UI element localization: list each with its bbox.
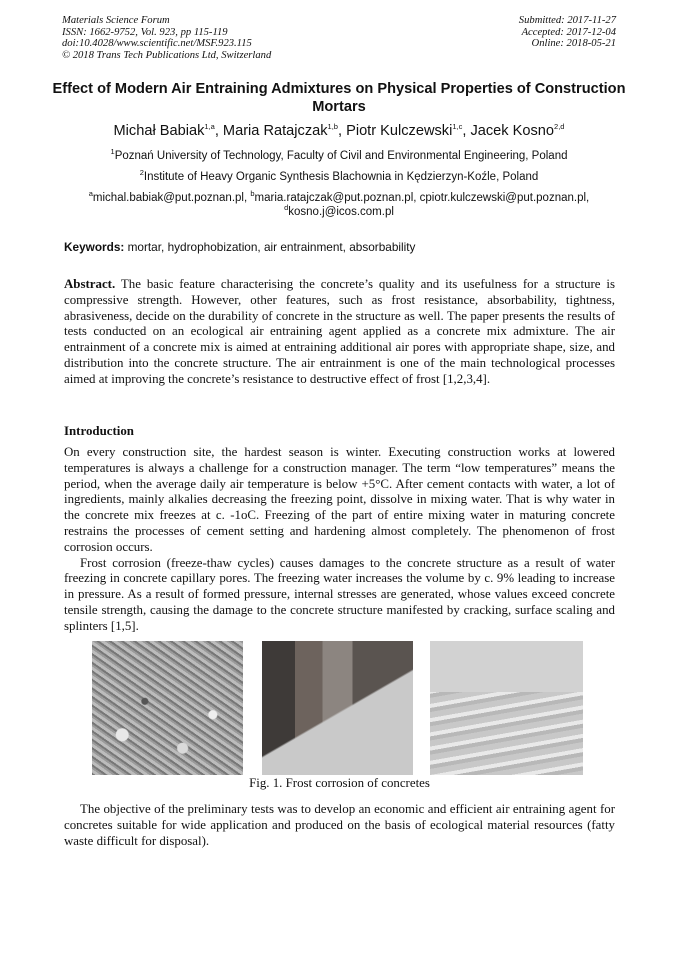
email-link[interactable]: cpiotr.kulczewski@put.poznan.pl, bbox=[419, 192, 590, 204]
keywords-text: mortar, hydrophobization, air entrainment, absorbability bbox=[124, 240, 416, 254]
affiliation-text: Institute of Heavy Organic Synthesis Blachownia in Kędzierzyn-Koźle, Poland bbox=[143, 171, 539, 183]
email-superscript: d bbox=[284, 202, 289, 212]
section-heading: Introduction bbox=[64, 424, 134, 438]
affiliation-1 bbox=[30, 149, 648, 163]
author-superscript: 1,b bbox=[327, 122, 338, 132]
dates-info bbox=[519, 15, 616, 50]
accepted-date: Accepted: 2017-12-04 bbox=[521, 26, 616, 38]
figure-image-scaling bbox=[92, 641, 243, 775]
objective-body bbox=[64, 802, 615, 849]
intro-paragraph-3: The objective of the preliminary tests was to develop an economic and efficient air entraining agent for concretes suitable for wide application and produced on the basis of ecological material resources (fatty waste difficult for disposal). bbox=[64, 802, 615, 848]
email-superscript: a bbox=[88, 189, 93, 199]
author-name: Jacek Kosno bbox=[470, 123, 555, 139]
abstract-label: Abstract. bbox=[64, 277, 116, 291]
figure-caption: Fig. 1. Frost corrosion of concretes bbox=[249, 776, 430, 790]
paper-title: Effect of Modern Air Entraining Admixtures on Physical Properties of Construction Mortars bbox=[52, 81, 626, 115]
affiliation-superscript: 1 bbox=[110, 147, 115, 157]
figure-image-corner bbox=[262, 641, 413, 775]
email-link[interactable]: michal.babiak@put.poznan.pl, bbox=[92, 192, 248, 204]
intro-paragraph-1: On every construction site, the hardest season is winter. Executing construction works at lowered temperatures is always a challenge for a construction manager. The term “low temperatures” means the period, when the average daily air temperature is below +5°C. After cement contacts with water, a lot of ingredients, mainly alkalies decreasing the freezing point, dissolve in mixing water. That is why water in the concrete mix freezes at c. -1oC. Freezing of the part of entire mixing water in maturing concrete restrains the processes of cement setting and hardening almost completely. The phenomenon of frost corrosion occurs. bbox=[64, 445, 615, 554]
affiliation-text: Poznań University of Technology, Faculty of Civil and Environmental Engineering, Poland bbox=[114, 150, 568, 162]
email-list bbox=[50, 189, 628, 219]
submitted-date: Submitted: 2017-11-27 bbox=[518, 15, 616, 26]
author-name: Maria Ratajczak bbox=[222, 123, 328, 139]
affiliation-superscript: 2 bbox=[139, 168, 144, 178]
online-date: Online: 2018-05-21 bbox=[531, 38, 616, 50]
journal-info bbox=[62, 15, 271, 61]
journal-name: Materials Science Forum bbox=[62, 15, 170, 26]
email-superscript: b bbox=[250, 189, 255, 199]
author-superscript: 2,d bbox=[554, 122, 565, 132]
email-link[interactable]: kosno.j@icos.com.pl bbox=[288, 205, 394, 218]
intro-body bbox=[64, 445, 615, 635]
copyright-line: © 2018 Trans Tech Publications Ltd, Switzerland bbox=[62, 49, 272, 61]
affiliation-2 bbox=[30, 170, 648, 184]
abstract-text: The basic feature characterising the concrete’s quality and its usefulness for a structure is compressive strength. However, other features, such as frost resistance, absorbability, tightness, abrasiveness, decide on the durability of concrete in the structure as well. The paper presents the results of tests conducted on an ecological air entraining agent applied as a concrete mix admixture. The air entrainment of a concrete mix is aimed at entraining additional air pores with appropriate shape, size, and distribution into the concrete structure. The air entrainment is one of the main technological processes aimed at improving the concrete’s resistance to destructive effect of frost [1,2,3,4]. bbox=[64, 277, 615, 386]
author-list: Michał Babiak$^{1,a}$, Maria Ratajczak$^{1,b}$, Piotr Kulczewski$^{1,c}$, Jacek Kosno$^{2,d}$ bbox=[113, 122, 565, 139]
abstract bbox=[64, 277, 615, 388]
author-name: Piotr Kulczewski bbox=[346, 123, 453, 139]
keywords bbox=[64, 240, 616, 254]
author-superscript: 1,a bbox=[204, 122, 215, 132]
issn-line: ISSN: 1662-9752, Vol. 923, pp 115-119 bbox=[62, 26, 228, 38]
email-link[interactable]: maria.ratajczak@put.poznan.pl, bbox=[254, 192, 417, 204]
doi-line[interactable]: doi:10.4028/www.scientific.net/MSF.923.115 bbox=[62, 38, 252, 50]
author-superscript: 1,c bbox=[452, 122, 463, 132]
intro-paragraph-2: Frost corrosion (freeze-thaw cycles) causes damages to the concrete structure as a result of water freezing in concrete capillary pores. The freezing water increases the volume by c. 9% leading to increase in pressure. As a result of formed pressure, internal stresses are generated, whose values exceed concrete tensile strength, causing the damage to the concrete structure manifested by cracking, surface scaling and splinters [1,5]. bbox=[64, 555, 615, 633]
keywords-label: Keywords: bbox=[64, 240, 125, 254]
figure-image-surface bbox=[430, 641, 583, 775]
author-name: Michał Babiak bbox=[113, 123, 205, 139]
